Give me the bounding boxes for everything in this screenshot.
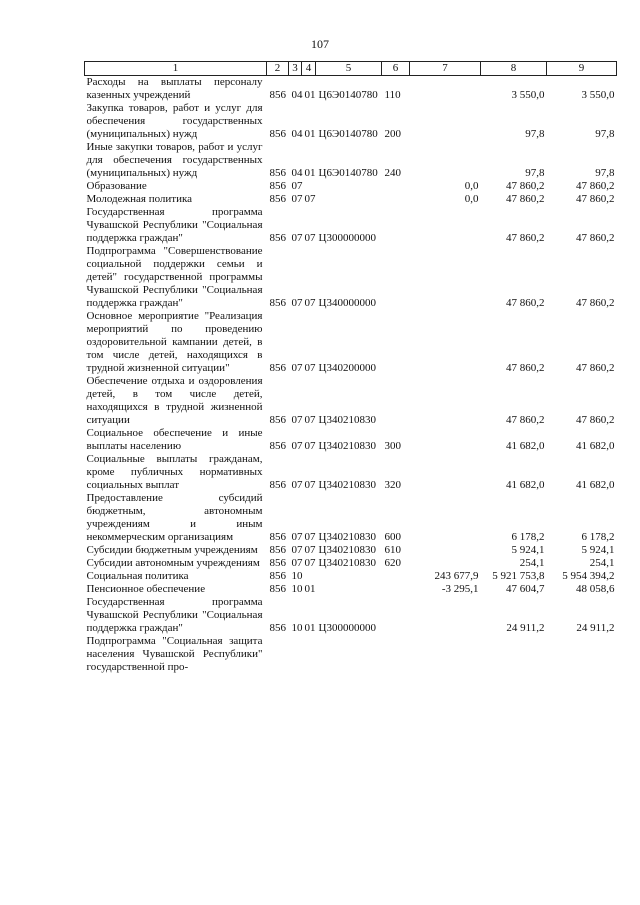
- amount-year-2: 47 860,2: [576, 414, 615, 426]
- row-name: Образование: [86, 180, 147, 192]
- amount-year-1: 47 860,2: [506, 180, 545, 192]
- code-gr: [267, 635, 289, 674]
- amount-year-1: 6 178,2: [511, 531, 545, 543]
- code-rz: 10: [291, 622, 303, 634]
- amount-year-2: 5 954 394,2: [562, 570, 615, 582]
- code-vr: [382, 583, 410, 596]
- code-gr: 856: [269, 232, 286, 244]
- code-cs: Ц6Э0140780: [318, 128, 378, 140]
- code-vr: 320: [384, 479, 401, 491]
- amount-change: [410, 375, 481, 427]
- code-rz: 07: [291, 414, 303, 426]
- code-gr: 856: [269, 583, 286, 595]
- table-row: [85, 193, 617, 206]
- code-vr: [382, 193, 410, 206]
- code-rz: 07: [291, 440, 303, 452]
- amount-change: [410, 427, 481, 453]
- table-row: [85, 180, 617, 193]
- code-pr: 07: [304, 362, 316, 374]
- table-body: [85, 76, 617, 675]
- code-rz: 07: [291, 362, 303, 374]
- amount-change: [410, 141, 481, 180]
- code-pr: [302, 570, 316, 583]
- row-name: Расходы на выплаты персоналу казенных учреждений: [86, 76, 263, 101]
- column-header: 7: [410, 62, 481, 76]
- code-rz: 07: [291, 193, 303, 205]
- amount-year-1: 47 860,2: [506, 414, 545, 426]
- amount-change: 0,0: [464, 193, 479, 205]
- amount-year-2: 47 860,2: [576, 362, 615, 374]
- code-pr: 07: [304, 479, 316, 491]
- code-pr: 07: [304, 440, 316, 452]
- amount-year-2: 97,8: [595, 128, 615, 140]
- code-gr: 856: [269, 557, 286, 569]
- column-header: 3: [289, 62, 302, 76]
- amount-year-2: 47 860,2: [576, 193, 615, 205]
- row-name: Подпрограмма "Социальная защита населения Чувашской Республики" государственной про-: [86, 635, 263, 673]
- row-name: Субсидии автономным учреждениям: [86, 557, 260, 569]
- table-row: [85, 310, 617, 375]
- code-gr: 856: [269, 180, 286, 192]
- code-rz: 04: [291, 167, 303, 179]
- code-rz: 04: [291, 128, 303, 140]
- amount-year-1: 24 911,2: [506, 622, 545, 634]
- amount-year-1: 41 682,0: [506, 479, 545, 491]
- code-rz: 07: [291, 479, 303, 491]
- table-row: [85, 427, 617, 453]
- amount-year-2: 47 860,2: [576, 232, 615, 244]
- code-cs: [316, 635, 382, 674]
- code-pr: 07: [304, 297, 316, 309]
- column-header: 6: [382, 62, 410, 76]
- amount-year-2: 3 550,0: [581, 89, 615, 101]
- table-row: [85, 570, 617, 583]
- amount-year-2: [547, 635, 617, 674]
- code-vr: 200: [384, 128, 401, 140]
- amount-change: [410, 76, 481, 103]
- amount-year-2: 24 911,2: [576, 622, 615, 634]
- code-rz: 10: [291, 570, 303, 582]
- amount-year-1: 47 860,2: [506, 232, 545, 244]
- row-name: Закупка товаров, работ и услуг для обеспечения государственных (муниципальных) нужд: [86, 102, 263, 140]
- row-name: Обеспечение отдыха и оздоровления детей, в том числе детей, находящихся в трудной жизненной ситуации: [86, 375, 263, 426]
- code-vr: [382, 375, 410, 427]
- amount-change: [410, 557, 481, 570]
- code-vr: [382, 206, 410, 245]
- code-pr: 01: [304, 622, 316, 634]
- code-rz: 10: [291, 583, 303, 595]
- amount-year-2: 41 682,0: [576, 440, 615, 452]
- table-row: [85, 76, 617, 103]
- table-row: [85, 141, 617, 180]
- code-gr: 856: [269, 167, 286, 179]
- code-pr: 07: [304, 414, 316, 426]
- code-cs: Ц340210830: [318, 531, 376, 543]
- code-pr: [302, 635, 316, 674]
- amount-change: [410, 206, 481, 245]
- code-gr: 856: [269, 440, 286, 452]
- code-vr: 300: [384, 440, 401, 452]
- table-row: [85, 557, 617, 570]
- code-pr: 07: [304, 232, 316, 244]
- table-row: [85, 596, 617, 635]
- column-header: 2: [267, 62, 289, 76]
- table-row: [85, 375, 617, 427]
- amount-change: 243 677,9: [434, 570, 479, 582]
- code-rz: [289, 635, 302, 674]
- code-gr: 856: [269, 570, 286, 582]
- table-row: [85, 544, 617, 557]
- code-pr: [302, 180, 316, 193]
- amount-year-2: 97,8: [595, 167, 615, 179]
- amount-change: [410, 310, 481, 375]
- code-pr: 07: [304, 544, 316, 556]
- code-vr: 620: [384, 557, 401, 569]
- code-cs: Ц340210830: [318, 544, 376, 556]
- row-name: Предоставление субсидий бюджетным, автономным учреждениям и иным некоммерческим организациям: [86, 492, 263, 543]
- amount-year-1: [481, 635, 547, 674]
- code-gr: 856: [269, 297, 286, 309]
- amount-year-1: 47 860,2: [506, 297, 545, 309]
- code-vr: 610: [384, 544, 401, 556]
- row-name: Подпрограмма "Совершенствование социальной поддержки семьи и детей" государственной программы Чувашской Республики "Социальная поддержка граждан": [86, 245, 263, 309]
- row-name: Социальное обеспечение и иные выплаты населению: [86, 427, 263, 452]
- code-vr: [382, 180, 410, 193]
- row-name: Социальная политика: [86, 570, 189, 582]
- amount-year-2: 47 860,2: [576, 180, 615, 192]
- amount-year-1: 47 860,2: [506, 193, 545, 205]
- code-cs: [316, 180, 382, 193]
- column-header: 9: [547, 62, 617, 76]
- amount-year-1: 5 921 753,8: [492, 570, 545, 582]
- code-cs: [316, 193, 382, 206]
- row-name: Субсидии бюджетным учреждениям: [86, 544, 258, 556]
- code-rz: 04: [291, 89, 303, 101]
- code-vr: [382, 245, 410, 310]
- amount-year-2: 48 058,6: [576, 583, 615, 595]
- code-pr: 01: [304, 583, 316, 595]
- code-pr: 07: [304, 531, 316, 543]
- code-rz: 07: [291, 297, 303, 309]
- amount-year-1: 97,8: [525, 167, 545, 179]
- code-gr: 856: [269, 531, 286, 543]
- row-name: Государственная программа Чувашской Республики "Социальная поддержка граждан": [86, 206, 263, 244]
- code-pr: 07: [304, 193, 316, 205]
- code-vr: [382, 310, 410, 375]
- table-row: [85, 453, 617, 492]
- amount-change: [410, 596, 481, 635]
- code-gr: 856: [269, 544, 286, 556]
- amount-year-1: 97,8: [525, 128, 545, 140]
- code-pr: 07: [304, 557, 316, 569]
- code-vr: 600: [384, 531, 401, 543]
- code-gr: 856: [269, 622, 286, 634]
- amount-year-2: 5 924,1: [581, 544, 615, 556]
- amount-change: [410, 544, 481, 557]
- table-header: [85, 62, 617, 76]
- code-vr: 110: [384, 89, 401, 101]
- amount-year-1: 47 860,2: [506, 362, 545, 374]
- code-pr: 01: [304, 89, 316, 101]
- budget-table: [84, 61, 617, 674]
- amount-year-1: 41 682,0: [506, 440, 545, 452]
- code-cs: Ц340210830: [318, 414, 376, 426]
- code-cs: Ц340000000: [318, 297, 376, 309]
- code-cs: Ц340210830: [318, 557, 376, 569]
- amount-year-2: 47 860,2: [576, 297, 615, 309]
- code-gr: 856: [269, 414, 286, 426]
- page-number: 107: [311, 37, 329, 51]
- amount-change: [410, 492, 481, 544]
- code-vr: [382, 596, 410, 635]
- code-cs: Ц300000000: [318, 232, 376, 244]
- code-cs: Ц340210830: [318, 479, 376, 491]
- code-rz: 07: [291, 180, 303, 192]
- amount-year-1: 254,1: [519, 557, 545, 569]
- code-cs: Ц340200000: [318, 362, 376, 374]
- table-row: [85, 635, 617, 674]
- amount-change: [410, 635, 481, 674]
- amount-year-2: 254,1: [589, 557, 615, 569]
- code-cs: [316, 570, 382, 583]
- code-gr: 856: [269, 193, 286, 205]
- code-rz: 07: [291, 232, 303, 244]
- column-header: 4: [302, 62, 316, 76]
- code-vr: 240: [384, 167, 401, 179]
- amount-year-2: 41 682,0: [576, 479, 615, 491]
- column-header: 1: [85, 62, 267, 76]
- row-name: Иные закупки товаров, работ и услуг для обеспечения государственных (муниципальных) нужд: [86, 141, 263, 179]
- amount-change: [410, 245, 481, 310]
- row-name: Государственная программа Чувашской Республики "Социальная поддержка граждан": [86, 596, 263, 634]
- amount-year-1: 5 924,1: [511, 544, 545, 556]
- table-row: [85, 102, 617, 141]
- amount-year-1: 47 604,7: [506, 583, 545, 595]
- row-name: Социальные выплаты гражданам, кроме публичных нормативных социальных выплат: [86, 453, 263, 491]
- amount-year-2: 6 178,2: [581, 531, 615, 543]
- code-vr: [382, 570, 410, 583]
- code-cs: Ц6Э0140780: [318, 167, 378, 179]
- row-name: Молодежная политика: [86, 193, 193, 205]
- code-gr: 856: [269, 479, 286, 491]
- code-cs: Ц300000000: [318, 622, 376, 634]
- code-rz: 07: [291, 557, 303, 569]
- column-header: 5: [316, 62, 382, 76]
- amount-change: [410, 453, 481, 492]
- code-pr: 01: [304, 167, 316, 179]
- row-name: Пенсионное обеспечение: [86, 583, 206, 595]
- code-pr: 01: [304, 128, 316, 140]
- amount-change: [410, 102, 481, 141]
- code-cs: Ц340210830: [318, 440, 376, 452]
- amount-year-1: 3 550,0: [511, 89, 545, 101]
- column-header: 8: [481, 62, 547, 76]
- code-gr: 856: [269, 89, 286, 101]
- code-cs: [316, 583, 382, 596]
- amount-change: 0,0: [464, 180, 479, 192]
- code-rz: 07: [291, 544, 303, 556]
- amount-change: -3 295,1: [441, 583, 479, 595]
- code-gr: 856: [269, 128, 286, 140]
- row-name: Основное мероприятие "Реализация мероприятий по проведению оздоровительной кампании детей, в том числе детей, находящихся в трудной жизненной ситуации": [86, 310, 263, 374]
- code-rz: 07: [291, 531, 303, 543]
- table-row: [85, 583, 617, 596]
- table-row: [85, 245, 617, 310]
- code-vr: [382, 635, 410, 674]
- table-row: [85, 206, 617, 245]
- table-row: [85, 492, 617, 544]
- header-row: [85, 62, 617, 76]
- code-gr: 856: [269, 362, 286, 374]
- code-cs: Ц6Э0140780: [318, 89, 378, 101]
